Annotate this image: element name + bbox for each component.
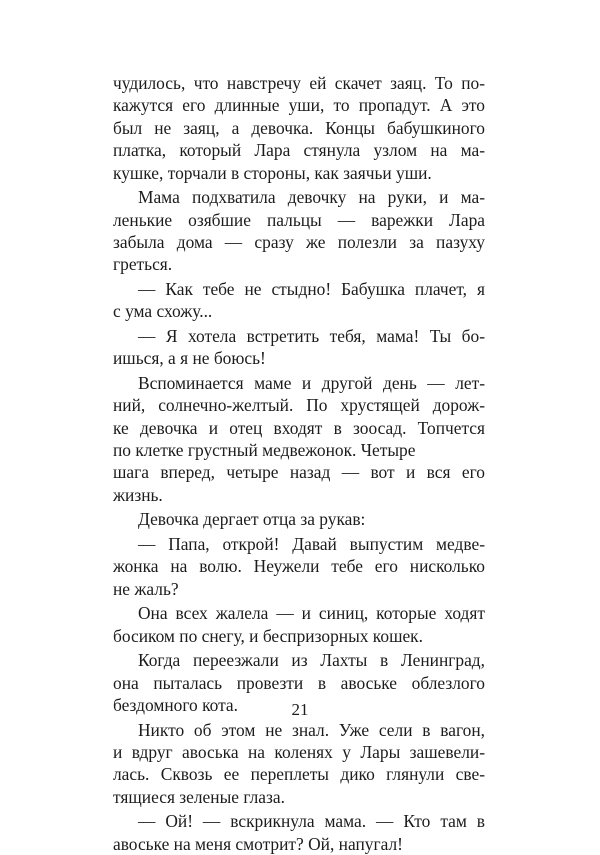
- text-line: жизнь.: [113, 484, 163, 505]
- text-line: — Как тебе не стыдно! Бабушка плачет, я: [138, 278, 485, 299]
- text-line: она пыталась провезти в авоське облезлого: [113, 672, 485, 693]
- text-line: шага вперед, четыре назад — вот и вся его: [113, 462, 485, 483]
- text-line: Вспоминается маме и другой день — лет-: [138, 372, 485, 393]
- text-line: ишься, а я не боюсь!: [113, 348, 266, 369]
- page-number: 21: [291, 700, 309, 719]
- paragraph: [113, 719, 485, 809]
- paragraph: [113, 186, 485, 276]
- text-line: бездомного кота.: [113, 695, 238, 716]
- paragraph: [113, 508, 485, 530]
- paragraph: [113, 602, 485, 647]
- text-line: лась. Сквозь ее переплеты дико глянули све-: [113, 764, 485, 785]
- text-line: — Папа, открой! Давай выпустим медве-: [138, 533, 485, 554]
- text-line: кушке, торчали в стороны, как заячьи уши.: [113, 162, 432, 183]
- text-line: был не заяц, а девочка. Концы бабушкиного: [113, 117, 485, 138]
- paragraph: [113, 372, 485, 506]
- text-line: забыла дома — сразу же полезли за пазуху: [113, 231, 485, 252]
- text-line: ний, солнечно-желтый. По хрустящей дорож-: [113, 395, 485, 416]
- text-line: ленькие озябшие пальцы — варежки Лара: [113, 209, 485, 230]
- text-line: жонка на волю. Неужели тебе его нисколько: [113, 556, 485, 577]
- paragraph: [113, 278, 485, 323]
- text-line: тящиеся зеленые глаза.: [113, 786, 285, 807]
- paragraph: [113, 325, 485, 370]
- text-line: авоське на меня смотрит? Ой, напугал!: [113, 833, 403, 854]
- paragraph: [113, 810, 485, 855]
- body-text: [113, 72, 485, 855]
- text-line: Мама подхватила девочку на руки, и ма-: [138, 187, 485, 208]
- text-line: кажутся его длинные уши, то пропадут. А это: [113, 95, 485, 116]
- text-line: Она всех жалела — и синиц, которые ходят: [138, 603, 485, 624]
- text-line: чудилось, что навстречу ей скачет заяц. То по-: [113, 73, 485, 93]
- text-line: босиком по снегу, и беспризорных кошек.: [113, 625, 423, 646]
- text-line: греться.: [113, 254, 173, 275]
- paragraph: [113, 72, 485, 184]
- text-line: ке девочка и отец входят в зоосад. Топчется: [113, 417, 485, 438]
- text-line: Никто об этом не знал. Уже сели в вагон,: [138, 719, 485, 740]
- paragraph: [113, 533, 485, 600]
- text-line: платка, который Лара стянула узлом на ма-: [113, 140, 485, 161]
- text-line: — Ой! — вскрикнула мама. — Кто там в: [138, 811, 485, 832]
- text-line: — Я хотела встретить тебя, мама! Ты бо-: [138, 325, 485, 346]
- text-line: и вдруг авоська на коленях у Лары зашевели-: [113, 742, 485, 763]
- text-line: с ума схожу...: [113, 301, 213, 322]
- text-line: Когда переезжали из Лахты в Ленинград,: [138, 650, 485, 671]
- text-line: не жаль?: [113, 578, 179, 599]
- text-line: Девочка дергает отца за рукав:: [138, 509, 366, 530]
- text-line: по клетке грустный медвежонок. Четыре: [113, 440, 416, 460]
